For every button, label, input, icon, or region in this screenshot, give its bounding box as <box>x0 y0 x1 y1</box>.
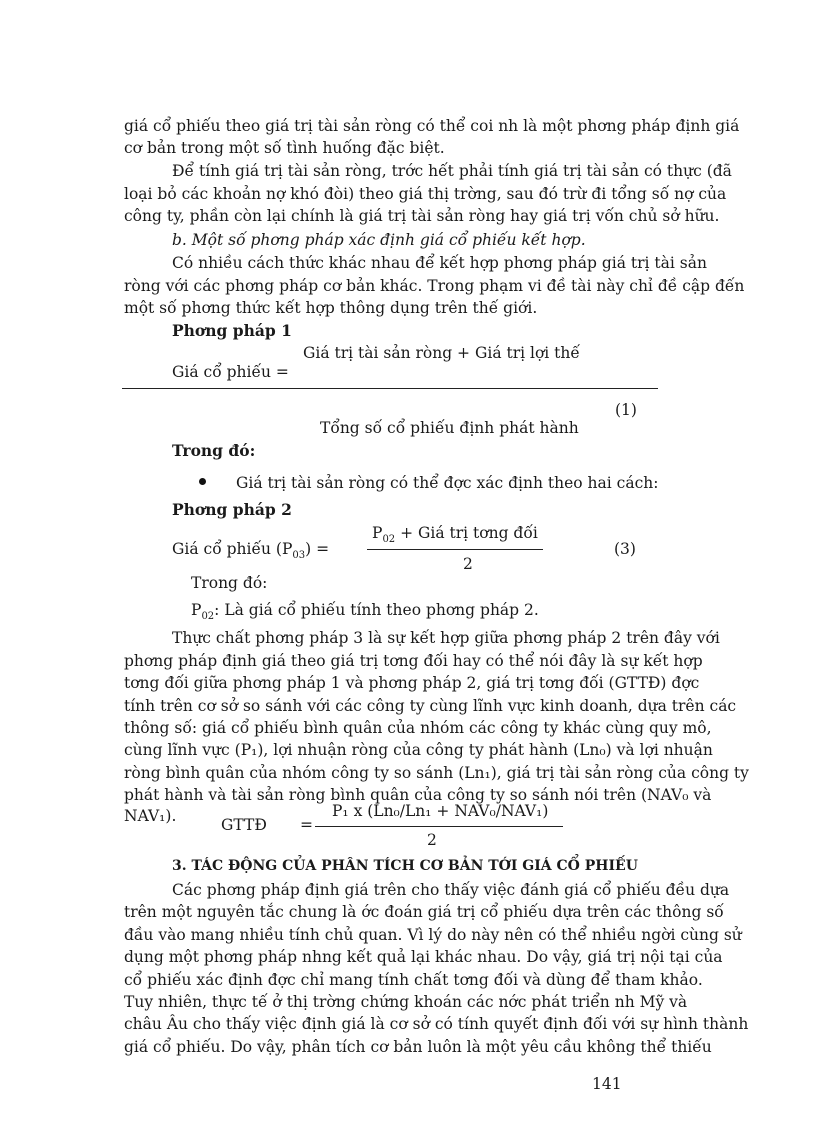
method1-where: Trong đó: <box>172 441 256 460</box>
method2-numerator: $P_{02}$ + Giá trị tơng đối <box>372 524 538 546</box>
method1-numerator: Giá trị tài sản ròng + Giá trị lợi thế <box>303 344 580 362</box>
para4-line4: tính trên cơ sở so sánh với các công ty cùng lĩnh vực kinh doanh, dựa trên các <box>124 697 737 715</box>
para5-line5: cổ phiếu xác định đợc chỉ mang tính chất tơng đối và dùng để tham khảo. <box>124 971 703 989</box>
method1-title: Phơng pháp 1 <box>172 321 292 340</box>
para5-line1: Các phơng pháp định giá trên cho thấy việc đánh giá cổ phiếu đều dựa <box>172 881 730 899</box>
page-number: 141 <box>592 1075 622 1093</box>
para5-line6: Tuy nhiên, thực tế ở thị trờng chứng khoán các nớc phát triển nh Mỹ và <box>124 993 688 1011</box>
para1-line1: giá cổ phiếu theo giá trị tài sản ròng có thể coi nh là một phơng pháp định giá <box>124 117 740 135</box>
gttd-fraction-bar <box>315 826 563 827</box>
para4-line1: Thực chất phơng pháp 3 là sự kết hợp giữa phơng pháp 2 trên đây với <box>172 629 720 647</box>
para4-line8: phát hành và tài sản ròng bình quân của công ty so sánh nói trên (NAV₀ và <box>124 786 712 804</box>
para4-line5: thông số: giá cổ phiếu bình quân của nhóm các công ty khác cùng quy mô, <box>124 719 712 737</box>
para3-line2: ròng với các phơng pháp cơ bản khác. Trong phạm vi đề tài này chỉ đề cập đến <box>124 277 745 295</box>
para5-line3: đầu vào mang nhiều tính chủ quan. Vì lý do này nên có thể nhiều ngời cùng sử <box>124 926 742 944</box>
para2-line1: Để tính giá trị tài sản ròng, trớc hết phải tính giá trị tài sản có thực (đã <box>172 162 732 180</box>
para5-line8: giá cổ phiếu. Do vậy, phân tích cơ bản luôn là một yêu cầu không thể thiếu <box>124 1038 712 1056</box>
para5-line7: châu Âu cho thấy việc định giá là cơ sở có tính quyết định đối với sự hình thành <box>124 1015 749 1033</box>
para4-line7: ròng bình quân của nhóm công ty so sánh (Ln₁), giá trị tài sản ròng của công ty <box>124 764 749 782</box>
para4-line2: phơng pháp định giá theo giá trị tơng đối hay có thể nói đây là sự kết hợp <box>124 652 703 670</box>
gttd-lhs: GTTĐ <box>221 816 267 834</box>
para1-line2: cơ bản trong một số tình huống đặc biệt. <box>124 139 445 157</box>
method1-denominator: Tổng số cổ phiếu định phát hành <box>320 419 579 437</box>
para3-line3: một số phơng thức kết hợp thông dụng trên thế giới. <box>124 299 538 317</box>
method2-lhs: Giá cổ phiếu $(P_{03})$ = <box>172 540 330 562</box>
method1-fraction-bar <box>122 388 658 389</box>
heading-3: 3. TÁC ĐỘNG CỦA PHÂN TÍCH CƠ BẢN TỚI GIÁ CỔ PHIẾU <box>172 858 638 874</box>
para4-line6: cùng lĩnh vực (P₁), lợi nhuận ròng của công ty phát hành (Ln₀) và lợi nhuận <box>124 741 713 759</box>
method1-lhs: Giá cổ phiếu = <box>172 363 289 381</box>
gttd-denominator: 2 <box>427 831 437 849</box>
method2-fraction-bar <box>367 549 543 550</box>
method2-eq-number: (3) <box>614 540 636 558</box>
heading-b: b. Một số phơng pháp xác định giá cổ phiếu kết hợp. <box>172 231 586 249</box>
para4-line3: tơng đối giữa phơng pháp 1 và phơng pháp 2, giá trị tơng đối (GTTĐ) đợc <box>124 674 700 692</box>
bullet-icon <box>199 478 206 485</box>
para5-line2: trên một nguyên tắc chung là ớc đoán giá trị cổ phiếu dựa trên các thông số <box>124 903 724 921</box>
para4-line9: NAV₁). <box>124 807 177 825</box>
method2-definition: $P_{02}$: Là giá cổ phiếu tính theo phơng pháp 2. <box>191 601 539 623</box>
method1-bullet-text: Giá trị tài sản ròng có thể đợc xác định theo hai cách: <box>236 474 659 492</box>
gttd-equals: = <box>300 816 313 834</box>
gttd-numerator: P₁ x (Ln₀/Ln₁ + NAV₀/NAV₁) <box>332 802 549 820</box>
para5-line4: dụng một phơng pháp nhng kết quả lại khác nhau. Do vậy, giá trị nội tại của <box>124 948 723 966</box>
method2-where: Trong đó: <box>191 574 268 592</box>
para2-line2: loại bỏ các khoản nợ khó đòi) theo giá thị trờng, sau đó trừ đi tổng số nợ của <box>124 185 727 203</box>
para2-line3: công ty, phần còn lại chính là giá trị tài sản ròng hay giá trị vốn chủ sở hữu. <box>124 207 720 225</box>
method2-title: Phơng pháp 2 <box>172 500 292 519</box>
method2-denominator: 2 <box>463 555 473 573</box>
method1-eq-number: (1) <box>615 401 637 419</box>
para3-line1: Có nhiều cách thức khác nhau để kết hợp phơng pháp giá trị tài sản <box>172 254 707 272</box>
